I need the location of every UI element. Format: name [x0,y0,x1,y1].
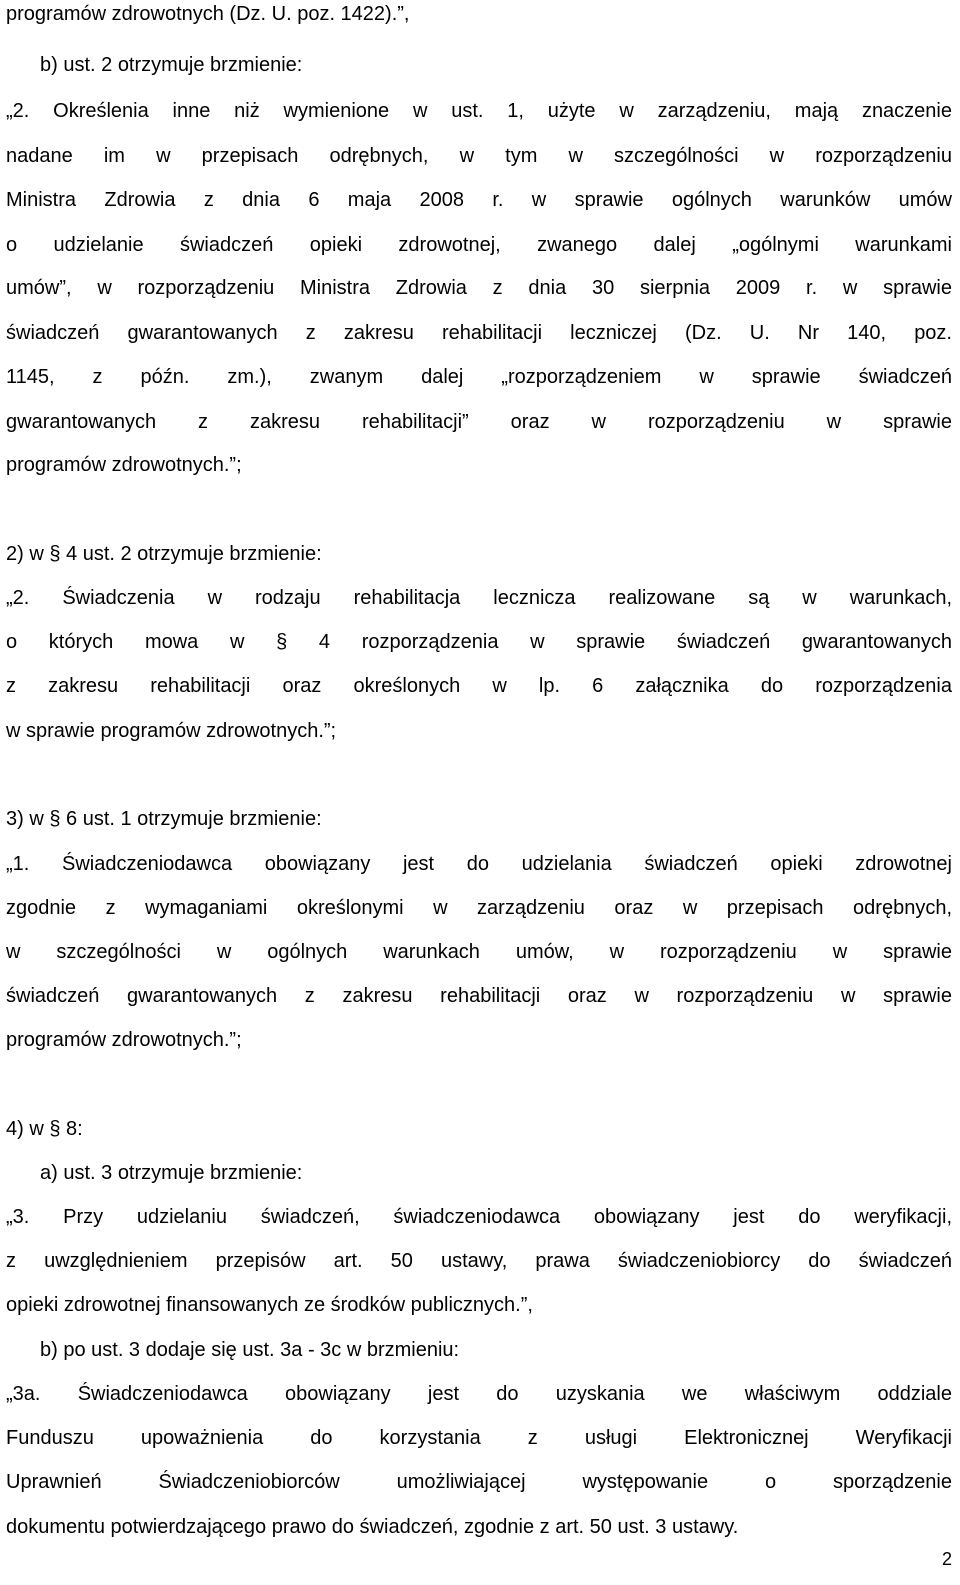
text-line: Funduszu upoważnienia do korzystania z usługi Elektronicznej Weryfikacji [6,1427,952,1449]
text-line: „2. Świadczenia w rodzaju rehabilitacja lecznicza realizowane są w warunkach, [6,587,952,609]
text-line: z uwzględnieniem przepisów art. 50 ustawy, prawa świadczeniobiorcy do świadczeń [6,1250,952,1272]
text-line: zgodnie z wymaganiami określonymi w zarządzeniu oraz w przepisach odrębnych, [6,897,952,919]
text-line: Uprawnień Świadczeniobiorców umożliwiającej występowanie o sporządzenie [6,1471,952,1493]
text-line: o których mowa w § 4 rozporządzenia w sprawie świadczeń gwarantowanych [6,631,952,653]
text-line: programów zdrowotnych.”; [6,1029,242,1051]
text-line: 1145, z późn. zm.), zwanym dalej „rozporządzeniem w sprawie świadczeń [6,366,952,388]
text-line: umów”, w rozporządzeniu Ministra Zdrowia z dnia 30 sierpnia 2009 r. w sprawie [6,277,952,299]
text-line: gwarantowanych z zakresu rehabilitacji” oraz w rozporządzeniu w sprawie [6,411,952,433]
text-line: o udzielanie świadczeń opieki zdrowotnej, zwanego dalej „ogólnymi warunkami [6,234,952,256]
text-line: „1. Świadczeniodawca obowiązany jest do udzielania świadczeń opieki zdrowotnej [6,853,952,875]
text-line: dokumentu potwierdzającego prawo do świadczeń, zgodnie z art. 50 ust. 3 ustawy. [6,1516,739,1538]
text-line: z zakresu rehabilitacji oraz określonych w lp. 6 załącznika do rozporządzenia [6,675,952,697]
text-line: Ministra Zdrowia z dnia 6 maja 2008 r. w sprawie ogólnych warunków umów [6,189,952,211]
text-line: „2. Określenia inne niż wymienione w ust. 1, użyte w zarządzeniu, mają znaczenie [6,100,952,122]
text-line: w szczególności w ogólnych warunkach umów, w rozporządzeniu w sprawie [6,941,952,963]
text-line: „3. Przy udzielaniu świadczeń, świadczeniodawca obowiązany jest do weryfikacji, [6,1206,952,1228]
text-line: 3) w § 6 ust. 1 otrzymuje brzmienie: [6,808,322,830]
text-line: a) ust. 3 otrzymuje brzmienie: [40,1162,303,1184]
text-line: 4) w § 8: [6,1118,83,1140]
text-line: programów zdrowotnych.”; [6,454,242,476]
text-line: opieki zdrowotnej finansowanych ze środków publicznych.”, [6,1294,533,1316]
text-line: programów zdrowotnych (Dz. U. poz. 1422).”, [6,3,410,25]
text-line: b) po ust. 3 dodaje się ust. 3a - 3c w brzmieniu: [40,1339,460,1361]
page-number: 2 [941,1549,952,1569]
text-line: nadane im w przepisach odrębnych, w tym w szczególności w rozporządzeniu [6,145,952,167]
text-line: świadczeń gwarantowanych z zakresu rehabilitacji leczniczej (Dz. U. Nr 140, poz. [6,322,952,344]
text-line: świadczeń gwarantowanych z zakresu rehabilitacji oraz w rozporządzeniu w sprawie [6,985,952,1007]
text-line: b) ust. 2 otrzymuje brzmienie: [40,54,303,76]
text-line: w sprawie programów zdrowotnych.”; [6,720,337,742]
text-line: 2) w § 4 ust. 2 otrzymuje brzmienie: [6,543,322,565]
text-line: „3a. Świadczeniodawca obowiązany jest do uzyskania we właściwym oddziale [6,1383,952,1405]
